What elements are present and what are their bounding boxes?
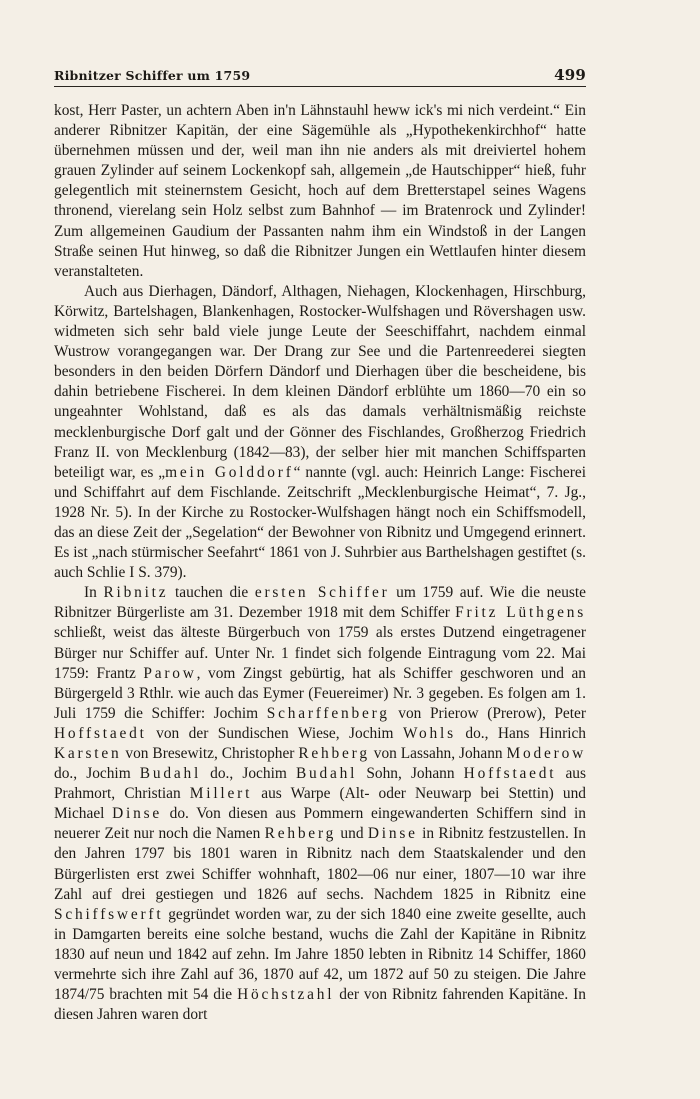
text-run: In <box>84 584 104 602</box>
spaced-emphasis: Ribnitz <box>103 584 169 602</box>
text-run: aus Prahmort, Christian <box>54 765 586 803</box>
text-run: aus Warpe (Alt- oder Neuwarp bei Stettin) und Michael <box>54 785 586 823</box>
text-run: tauchen die <box>168 584 255 602</box>
spaced-emphasis: Moderow <box>506 745 586 762</box>
spaced-emphasis: Budahl <box>295 765 358 783</box>
header-rule <box>54 86 586 87</box>
text-run: und <box>336 825 368 843</box>
text-run: von Bresewitz, Christopher <box>121 745 299 762</box>
spaced-emphasis: Budahl <box>139 765 202 783</box>
text-run: kost, Herr Paster, un achtern Aben in'n Lähnstauhl heww ick's mi nich verdeint.“ Ein anderer Ribnitzer Kapitän, der eine Sägemühle als „Hypothekenkirchhof“ hatte übernehmen müssen und der, weil man ihn nie anders als mit dreiviertel hohem grauen Zylinder auf seinem Lockenkopf sah, allgemein „de Hautschipper“ hieß, fuhr gelegentlich mit steinernstem Gesicht, hoch auf dem Bretterstapel seines Wagens thronend, vierelang sein Holz selbst zum Bahnhof — im Bratenrock und Zylinder! Zum allgemeinen Gaudium der Passanten nahm ihm ein Windstoß in der Langen Straße seinen Hut hinweg, so daß die Ribnitzer Jungen ein Wettlaufen hinter diesem veranstalteten. <box>54 102 586 280</box>
text-run: , vom Zingst gebürtig, hat als Schiffer geschworen und an Bürgergeld 3 Rthlr. wie auch das Eymer (Feuereimer) Nr. 3 gegeben. Es folgen am 1. Juli 1759 die Schiffer: Jochim <box>54 664 586 722</box>
spaced-emphasis: Scharffenberg <box>266 704 390 722</box>
spaced-emphasis: Karsten <box>54 745 122 762</box>
spaced-emphasis: Hoffstaedt <box>54 724 147 742</box>
spaced-emphasis: ersten Schiffer <box>254 584 390 602</box>
spaced-emphasis: Fritz Lüthgens <box>455 604 586 622</box>
body-text <box>54 101 586 1025</box>
spaced-emphasis: Dinse <box>367 825 418 843</box>
text-run: do. Von diesen aus Pommern eingewanderten Schiffern sind in neuerer Zeit nur noch die Namen <box>54 805 586 843</box>
spaced-emphasis: Millert <box>189 785 253 803</box>
text-run: der von Ribnitz fahrenden Kapitäne. In diesen Jahren waren dort <box>54 986 586 1024</box>
spaced-emphasis: Rehberg <box>264 825 337 843</box>
text-run: do., Jochim <box>54 765 140 783</box>
text-run: gegründet worden war, zu der sich 1840 eine zweite gesellte, auch in Damgarten bereits eine solche bestand, wuchs die Zahl der Kapitäne in Ribnitz 1830 auf neun und 1842 auf zehn. Im Jahre 1850 lebten in Ribnitz 14 Schiffer, 1860 vermehrte sich ihre Zahl auf 36, 1870 auf 42, um 1872 auf 50 zu steigen. Die Jahre 1874/75 brachten mit 54 die <box>54 905 586 1004</box>
page-number: 499 <box>554 66 586 84</box>
text-run: von Lassahn, Johann <box>369 745 507 762</box>
spaced-emphasis: Schiffswerft <box>54 905 164 923</box>
spaced-emphasis: Dinse <box>112 805 162 823</box>
spaced-emphasis: Hoffstaedt <box>463 765 557 783</box>
paragraph <box>54 101 586 282</box>
text-run: Auch aus Dierhagen, Dändorf, Althagen, Niehagen, Klockenhagen, Hirschburg, Körwitz, Bartelshagen, Blankenhagen, Rostocker-Wulfshagen und Rövershagen usw. widmeten sich sehr bald viele junge Leute der Seeschiffahrt, nachdem einmal Wustrow vorangegangen war. Der Drang zur See und die Partenreederei siegten besonders in den beiden Dörfern Dändorf und Dierhagen über die bescheidene, bis dahin betriebene Fischerei. In dem kleinen Dändorf erblühte um 1860—70 ein so ungeahnter Wohlstand, daß es als das damals verhältnismäßig reichste mecklenburgische Dorf galt und der Gönner des Fischlandes, Großherzog Friedrich Franz II. von Mecklenburg (1842—83), der selber hier mit manchen Schiffsparten beteiligt war, es „ <box>54 282 586 481</box>
running-title: Ribnitzer Schiffer um 1759 <box>54 68 251 83</box>
spaced-emphasis: Höchstzahl <box>237 986 335 1004</box>
text-run: in Ribnitz festzustellen. In den Jahren 1797 bis 1801 waren in Ribnitz nach dem Staatskalender und den Bürgerlisten erst zwei Schiffer wohnhaft, 1802—06 nur einer, 1807—10 war ihre Zahl auf drei gestiegen und 1826 auf sechs. Nachdem 1825 in Ribnitz eine <box>54 825 587 903</box>
text-run: do., Jochim <box>201 765 296 783</box>
spaced-emphasis: Wohls <box>402 724 456 742</box>
paragraph <box>54 583 586 1025</box>
spaced-emphasis: mein Golddorf <box>165 463 294 481</box>
spaced-emphasis: Parow <box>143 664 197 682</box>
running-header <box>54 66 586 84</box>
text-run: von der Sundischen Wiese, Jochim <box>146 724 403 742</box>
text-run: “ nannte (vgl. auch: Heinrich Lange: Fischerei und Schiffahrt auf dem Fischlande. Zeitschrift „Mecklenburgische Heimat“, 7. Jg., 1928 Nr. 5). In der Kirche zu Rostocker-Wulfshagen hängt noch ein Schiffsmodell, das an diese Zeit der „Segelation“ der Bewohner von Ribnitz und Umgegend erinnert. Es ist „nach stürmischer Seefahrt“ 1861 von J. Suhrbier aus Barthelshagen gestiftet (s. auch Schlie I S. 379). <box>54 463 586 582</box>
paragraph <box>54 282 586 583</box>
text-run: um 1759 auf. Wie die neuste Ribnitzer Bürgerliste am 31. Dezember 1918 mit dem Schiffer <box>54 584 586 622</box>
text-run: do., Hans Hinrich <box>455 724 587 742</box>
text-run: schließt, weist das älteste Bürgerbuch von 1759 als erstes Dutzend eingetragener Bürger nur Schiffer auf. Unter Nr. 1 findet sich folgende Eintragung vom 22. Mai 1759: Frantz <box>54 624 586 682</box>
text-run: Sohn, Johann <box>357 765 464 783</box>
spaced-emphasis: Rehberg <box>298 745 370 762</box>
text-run: von Prierow (Prerow), Peter <box>389 704 586 722</box>
